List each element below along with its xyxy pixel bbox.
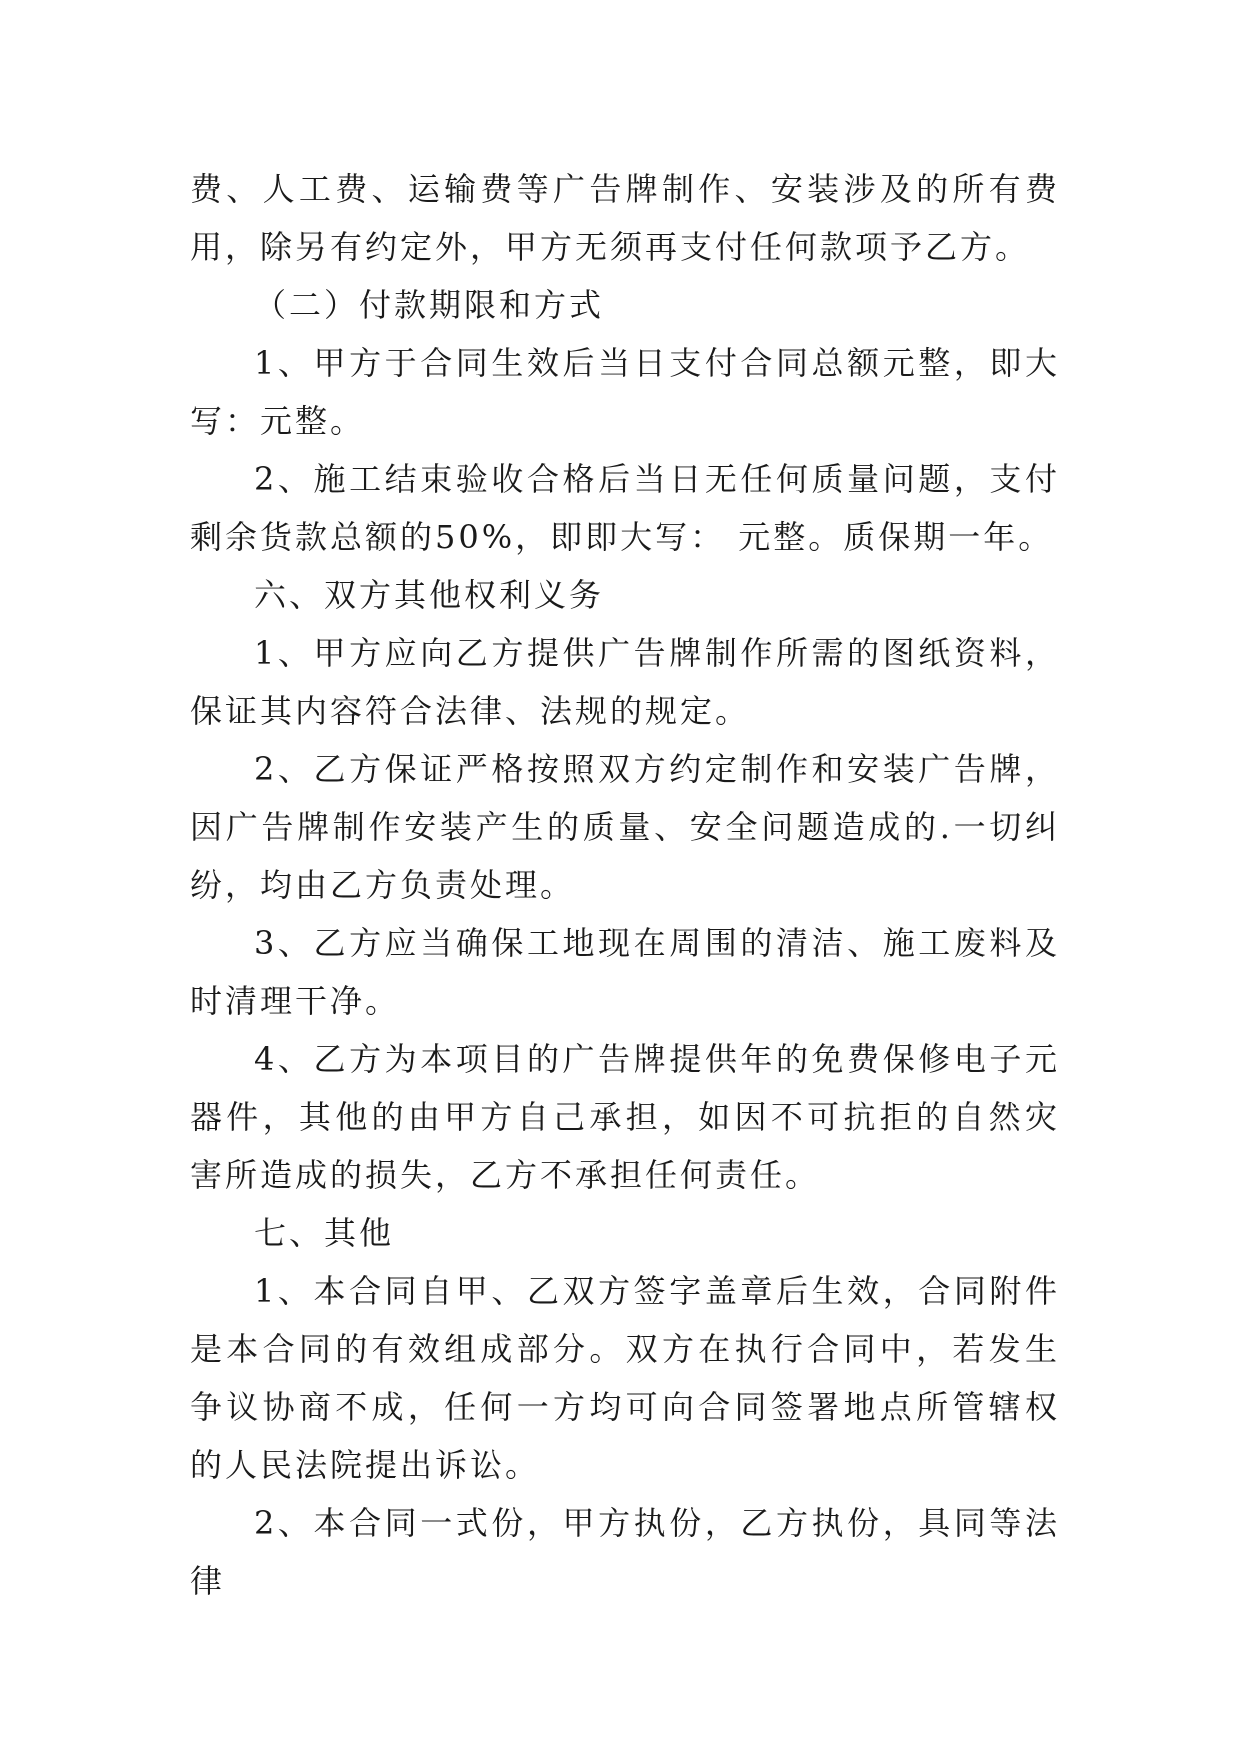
document-body: [190, 160, 1060, 1610]
heading-payment-terms: （二）付款期限和方式: [254, 286, 605, 324]
heading-section-six: 六、双方其他权利义务: [254, 576, 605, 614]
paragraph-rights-3: 3、乙方应当确保工地现在周围的清洁、施工废料及时清理干净。: [190, 924, 1060, 1020]
heading-section-seven: 七、其他: [254, 1214, 395, 1252]
paragraph-payment-1: 1、甲方于合同生效后当日支付合同总额元整，即大写：元整。: [190, 344, 1060, 440]
paragraph-other-1: 1、本合同自甲、乙双方签字盖章后生效，合同附件是本合同的有效组成部分。双方在执行合同中，若发生争议协商不成，任何一方均可向合同签署地点所管辖权的人民法院提出诉讼。: [190, 1272, 1060, 1484]
paragraph-payment-2: 2、施工结束验收合格后当日无任何质量问题，支付剩余货款总额的50%，即即大写： 元整。质保期一年。: [190, 460, 1060, 556]
paragraph-other-2: 2、本合同一式份，甲方执份，乙方执份，具同等法律: [190, 1504, 1060, 1600]
paragraph-rights-4: 4、乙方为本项目的广告牌提供年的免费保修电子元器件，其他的由甲方自己承担，如因不可抗拒的自然灾害所造成的损失，乙方不承担任何责任。: [190, 1040, 1060, 1194]
paragraph-rights-2: 2、乙方保证严格按照双方约定制作和安装广告牌，因广告牌制作安装产生的质量、安全问题造成的.一切纠纷，均由乙方负责处理。: [190, 750, 1060, 904]
paragraph-rights-1: 1、甲方应向乙方提供广告牌制作所需的图纸资料，保证其内容符合法律、法规的规定。: [190, 634, 1060, 730]
paragraph-fee-continuation: 费、人工费、运输费等广告牌制作、安装涉及的所有费用，除另有约定外，甲方无须再支付任何款项予乙方。: [190, 170, 1060, 266]
